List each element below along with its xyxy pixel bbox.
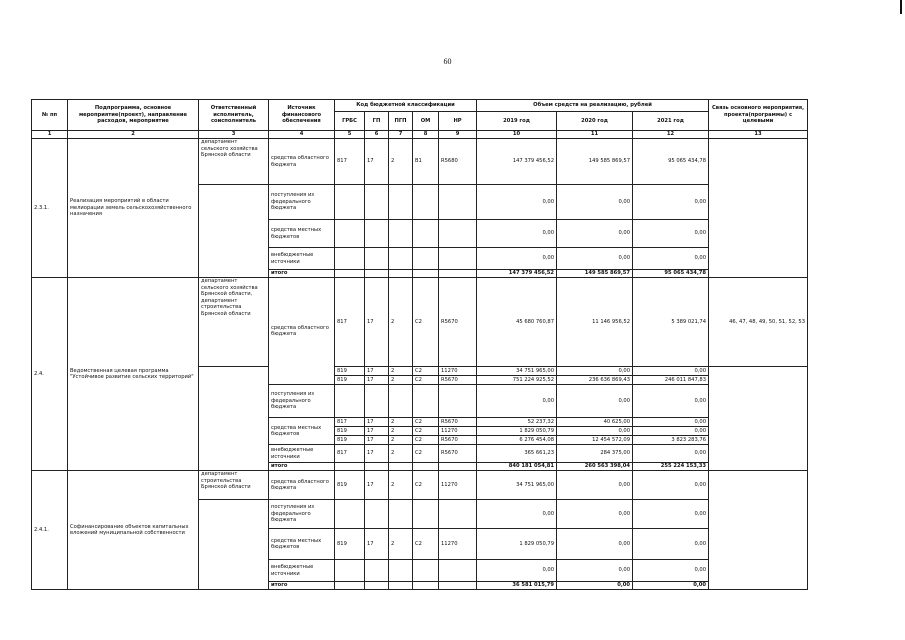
value-2019: 365 661,23 (477, 445, 557, 463)
value-2021: 0,00 (633, 385, 709, 418)
budget-table (31, 99, 808, 590)
value-2019: 0,00 (477, 500, 557, 529)
value-2021: 0,00 (633, 418, 709, 427)
pgp: 2 (389, 367, 413, 376)
edge-mark (900, 0, 902, 14)
header-2020: 2020 год (557, 112, 633, 131)
colnum: 12 (633, 131, 709, 139)
program-name: Ведомственная целевая программа "Устойчивое развитие сельских территорий" (68, 278, 199, 471)
source: внебюджетные источники (269, 560, 335, 582)
program-name: Софинансирование объектов капитальных вложений муниципальной собственности (68, 471, 199, 590)
nr: 11270 (439, 529, 477, 560)
responsible: департамент строительства Брянской области (199, 471, 269, 500)
om: С2 (413, 278, 439, 367)
value-2021: 255 224 153,33 (633, 463, 709, 471)
link-cell (709, 139, 808, 278)
responsible: департамент сельского хозяйства Брянской области (199, 139, 269, 185)
value-2019: 0,00 (477, 248, 557, 270)
colnum: 6 (365, 131, 389, 139)
gp: 17 (365, 418, 389, 427)
value-2019: 45 680 760,87 (477, 278, 557, 367)
colnum: 9 (439, 131, 477, 139)
source: итого (269, 582, 335, 590)
source: средства местных бюджетов (269, 220, 335, 248)
value-2019: 36 581 015,79 (477, 582, 557, 590)
colnum: 3 (199, 131, 269, 139)
value-2020: 40 625,00 (557, 418, 633, 427)
grbs: 817 (335, 445, 365, 463)
row-number: 2.4. (32, 278, 68, 471)
value-2021: 95 065 434,78 (633, 139, 709, 185)
om: С2 (413, 529, 439, 560)
value-2019: 147 379 456,52 (477, 270, 557, 278)
value-2021: 0,00 (633, 500, 709, 529)
gp: 17 (365, 367, 389, 376)
colnum: 13 (709, 131, 808, 139)
value-2019: 0,00 (477, 185, 557, 220)
value-2019: 1 829 050,79 (477, 427, 557, 436)
value-2020: 0,00 (557, 385, 633, 418)
value-2020: 0,00 (557, 185, 633, 220)
source: поступления из федерального бюджета (269, 185, 335, 220)
value-2019: 0,00 (477, 220, 557, 248)
value-2020: 0,00 (557, 427, 633, 436)
value-2019: 0,00 (477, 385, 557, 418)
source: итого (269, 463, 335, 471)
header-om: ОМ (413, 112, 439, 131)
pgp: 2 (389, 376, 413, 385)
source: средства местных бюджетов (269, 529, 335, 560)
colnum: 8 (413, 131, 439, 139)
value-2020: 0,00 (557, 248, 633, 270)
value-2020: 0,00 (557, 582, 633, 590)
header-num: № пп (32, 100, 68, 131)
value-2020: 149 585 869,57 (557, 270, 633, 278)
value-2020: 0,00 (557, 500, 633, 529)
value-2019: 52 237,32 (477, 418, 557, 427)
colnum: 4 (269, 131, 335, 139)
grbs: 817 (335, 139, 365, 185)
gp: 17 (365, 529, 389, 560)
grbs: 819 (335, 376, 365, 385)
value-2020: 0,00 (557, 529, 633, 560)
value-2019: 1 829 050,79 (477, 529, 557, 560)
gp: 17 (365, 471, 389, 500)
column-number-row (32, 131, 808, 139)
om: С2 (413, 427, 439, 436)
value-2021: 3 823 283,76 (633, 436, 709, 445)
row-number: 2.3.1. (32, 139, 68, 278)
value-2020: 260 563 398,04 (557, 463, 633, 471)
table-row (32, 471, 808, 500)
value-2019: 840 181 054,81 (477, 463, 557, 471)
source: поступления из федерального бюджета (269, 385, 335, 418)
om: В1 (413, 139, 439, 185)
gp: 17 (365, 278, 389, 367)
header-gp: ГП (365, 112, 389, 131)
source: внебюджетные источники (269, 248, 335, 270)
source: средства областного бюджета (269, 139, 335, 185)
gp: 17 (365, 376, 389, 385)
pgp: 2 (389, 471, 413, 500)
om: С2 (413, 445, 439, 463)
nr: R5680 (439, 139, 477, 185)
header-program: Подпрограмма, основное мероприятие(проект), направление расходов, мероприятие (68, 100, 199, 131)
grbs: 819 (335, 367, 365, 376)
value-2019: 6 276 454,08 (477, 436, 557, 445)
nr: R5670 (439, 376, 477, 385)
colnum: 11 (557, 131, 633, 139)
link-targets: 46, 47, 48, 49, 50, 51, 52, 53 (709, 278, 808, 367)
om: С2 (413, 436, 439, 445)
gp: 17 (365, 427, 389, 436)
colnum: 1 (32, 131, 68, 139)
gp: 17 (365, 436, 389, 445)
value-2021: 0,00 (633, 445, 709, 463)
value-2019: 147 379 456,52 (477, 139, 557, 185)
value-2019: 0,00 (477, 560, 557, 582)
value-2021: 0,00 (633, 471, 709, 500)
value-2019: 34 751 965,00 (477, 367, 557, 376)
value-2021: 246 011 847,83 (633, 376, 709, 385)
nr: 11270 (439, 367, 477, 376)
row-number: 2.4.1. (32, 471, 68, 590)
om: С2 (413, 418, 439, 427)
link-cell (709, 471, 808, 590)
value-2020: 12 454 572,09 (557, 436, 633, 445)
nr: R5670 (439, 436, 477, 445)
pgp: 2 (389, 278, 413, 367)
pgp: 2 (389, 418, 413, 427)
value-2020: 0,00 (557, 471, 633, 500)
nr: 11270 (439, 427, 477, 436)
value-2020: 0,00 (557, 220, 633, 248)
table-row (32, 278, 808, 367)
gp: 17 (365, 445, 389, 463)
header-pgp: ПГП (389, 112, 413, 131)
value-2021: 0,00 (633, 582, 709, 590)
value-2021: 0,00 (633, 185, 709, 220)
value-2021: 0,00 (633, 367, 709, 376)
header-source: Источник финансового обеспечения (269, 100, 335, 131)
value-2020: 236 636 869,43 (557, 376, 633, 385)
grbs: 819 (335, 471, 365, 500)
pgp: 2 (389, 445, 413, 463)
program-name: Реализация мероприятий в области мелиорации земель сельскохозяйственного назначения (68, 139, 199, 278)
value-2021: 0,00 (633, 427, 709, 436)
nr: 11270 (439, 471, 477, 500)
source: внебюджетные источники (269, 445, 335, 463)
value-2021: 5 389 021,74 (633, 278, 709, 367)
colnum: 10 (477, 131, 557, 139)
value-2019: 751 224 925,52 (477, 376, 557, 385)
header-responsible: Ответственный исполнитель, соисполнитель (199, 100, 269, 131)
value-2020: 149 585 869,57 (557, 139, 633, 185)
responsible: департамент сельского хозяйства Брянской области, департамент строительства Брянской области (199, 278, 269, 367)
gp: 17 (365, 139, 389, 185)
source: средства местных бюджетов (269, 418, 335, 445)
pgp: 2 (389, 436, 413, 445)
value-2021: 0,00 (633, 560, 709, 582)
value-2020: 0,00 (557, 367, 633, 376)
value-2020: 11 146 956,52 (557, 278, 633, 367)
nr: R5670 (439, 418, 477, 427)
source: средства областного бюджета (269, 278, 335, 385)
value-2020: 284 375,00 (557, 445, 633, 463)
header-nr: НР (439, 112, 477, 131)
value-2021: 0,00 (633, 248, 709, 270)
table-row (32, 139, 808, 185)
source: средства областного бюджета (269, 471, 335, 500)
header-2019: 2019 год (477, 112, 557, 131)
om: С2 (413, 376, 439, 385)
om: С2 (413, 471, 439, 500)
source: итого (269, 270, 335, 278)
pgp: 2 (389, 529, 413, 560)
nr: R5670 (439, 278, 477, 367)
header-budget-code: Код бюджетной классификации (335, 100, 477, 112)
colnum: 5 (335, 131, 365, 139)
value-2021: 0,00 (633, 529, 709, 560)
header-link: Связь основного мероприятия, проекта(программы) с целевыми (709, 100, 808, 131)
value-2020: 0,00 (557, 560, 633, 582)
pgp: 2 (389, 427, 413, 436)
grbs: 819 (335, 529, 365, 560)
colnum: 7 (389, 131, 413, 139)
source: поступления из федерального бюджета (269, 500, 335, 529)
value-2019: 34 751 965,00 (477, 471, 557, 500)
grbs: 819 (335, 427, 365, 436)
nr: R5670 (439, 445, 477, 463)
header-2021: 2021 год (633, 112, 709, 131)
colnum: 2 (68, 131, 199, 139)
header-amounts: Объем средств на реализацию, рублей (477, 100, 709, 112)
grbs: 819 (335, 436, 365, 445)
value-2021: 95 065 434,78 (633, 270, 709, 278)
header-grbs: ГРБС (335, 112, 365, 131)
pgp: 2 (389, 139, 413, 185)
grbs: 817 (335, 278, 365, 367)
value-2021: 0,00 (633, 220, 709, 248)
om: С2 (413, 367, 439, 376)
page-number: 60 (443, 57, 452, 66)
grbs: 817 (335, 418, 365, 427)
